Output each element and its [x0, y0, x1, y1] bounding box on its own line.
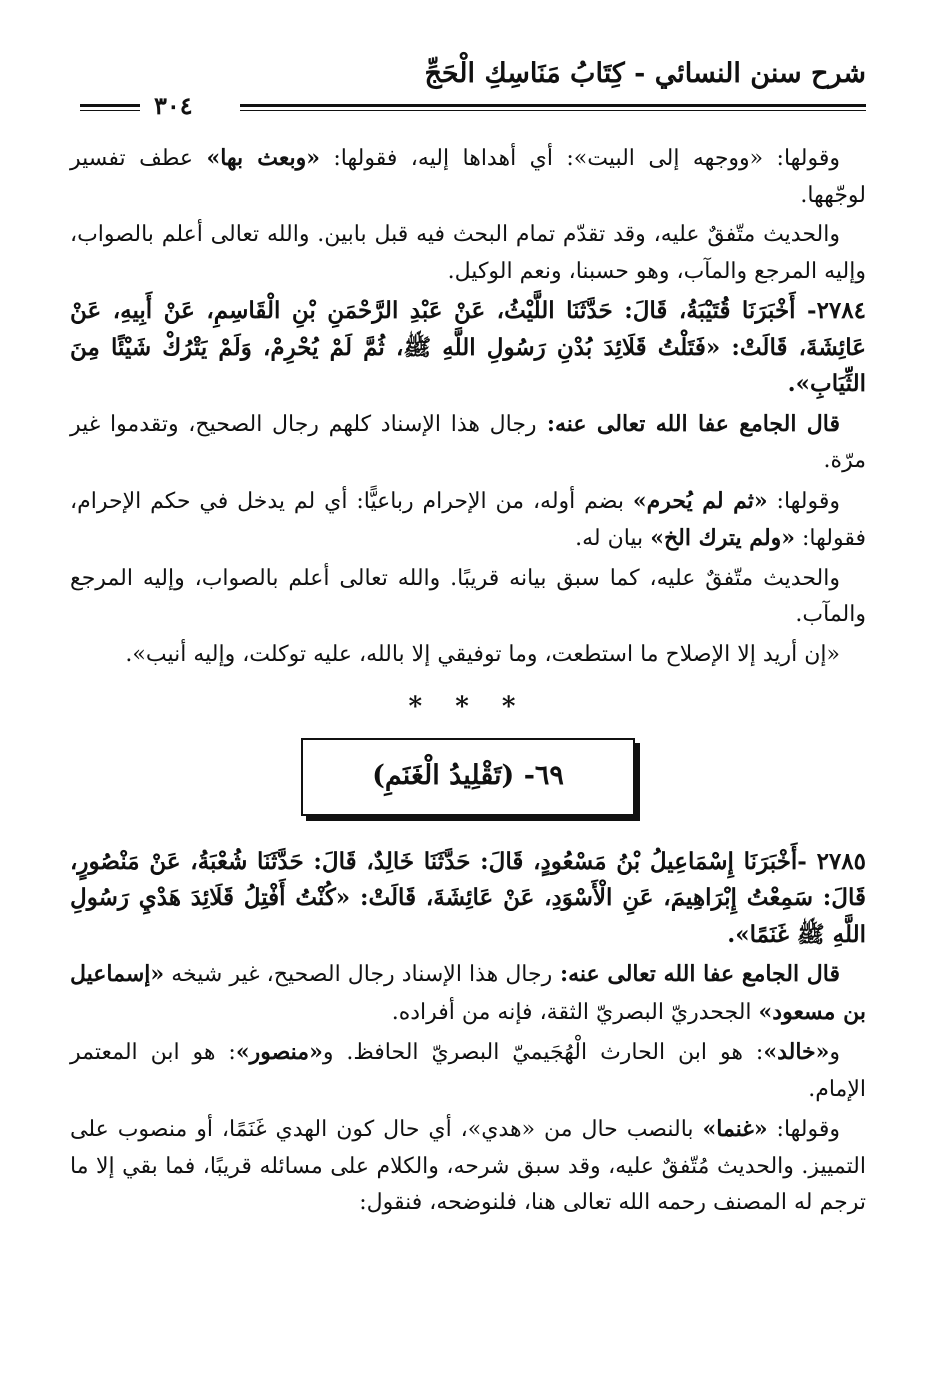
- text-run: رجال هذا الإسناد رجال الصحيح، غير شيخه: [164, 962, 553, 987]
- text-run: بيان له.: [575, 526, 651, 551]
- text-run: و: [829, 1040, 840, 1065]
- header-rule-left: [80, 104, 140, 107]
- paragraph: [70, 1034, 866, 1108]
- section-separator: * * *: [408, 692, 528, 722]
- text-run: بضم أوله، من الإحرام رباعيًّا: أي لم يدخل في حكم الإحرام، فقولها:: [70, 488, 866, 551]
- text-run: بالنصب حال من «هدي»، أي حال كون الهدي غَنَمًا، أو منصوب على التمييز. والحديث مُتّفقٌ عليه، وقد سبق شرحه، والكلام على مسائله قريبًا، فما بقي إلا ما ترجم له المصنف رحمه الله تعالى هنا، فلنوضحه، فنقول:: [70, 1117, 866, 1215]
- text-run: وقولها: «ووجهه إلى البيت»: أي أهداها إليه، فقولها:: [319, 146, 841, 171]
- text-run: والحديث متّفقٌ عليه، كما سبق بيانه قريبًا. والله تعالى أعلم بالصواب، وإليه المرجع والمآب.: [70, 565, 866, 627]
- paragraph: [70, 140, 866, 214]
- text-run: والحديث متّفقٌ عليه، وقد تقدّم تمام البحث فيه قبل بابين. والله تعالى أعلم بالصواب، وإليه المرجع والمآب، وهو حسبنا، ونعم الوكيل.: [70, 222, 866, 284]
- text-run: وقولها:: [767, 1117, 840, 1142]
- author-remark-label: قال الجامع عفا الله تعالى عنه:: [552, 961, 841, 987]
- text-run: : هو ابن الحارث الْهُجَيميّ البصريّ الحافظ. و: [322, 1040, 764, 1065]
- paragraph: [70, 406, 866, 480]
- quoted-term: «وبعث بها»: [206, 145, 320, 171]
- chapter-title-box: [301, 738, 635, 816]
- quoted-term: «منصور»: [235, 1039, 323, 1065]
- paragraph: [70, 561, 866, 634]
- quoted-term: «ثم لم يُحرم»: [632, 487, 768, 514]
- header-rule-left-thin: [80, 110, 140, 111]
- text-run: الجحدريّ البصريّ الثقة، فإنه من أفراده.: [391, 999, 759, 1025]
- paragraph: [70, 637, 866, 674]
- quoted-term: «خالد»: [763, 1039, 830, 1065]
- hadith-2784: ٢٧٨٤- أَخْبَرَنَا قُتَيْبَةُ، قَالَ: حَدَّثَنَا اللَّيْثُ، عَنْ عَبْدِ الرَّحْمَنِ بْنِ الْقَاسِمِ، عَنْ أَبِيهِ، عَنْ عَائِشَةَ، قَالَتْ: «فَتَلْتُ قَلَائِدَ بُدْنِ رَسُولِ اللَّهِ ﷺ، ثُمَّ لَمْ يُحْرِمْ، وَلَمْ يَتْرُكْ شَيْئًا مِنَ الثِّيَابِ».: [70, 297, 866, 397]
- text-run: : هو ابن المعتمر الإمام.: [70, 1040, 866, 1102]
- header-rule-thin: [240, 110, 866, 111]
- paragraph: [70, 956, 866, 1031]
- header-rule: [240, 104, 866, 107]
- text-run: رجال هذا الإسناد كلهم رجال الصحيح، وتقدموا غير مرّة.: [70, 411, 866, 473]
- page-number: ٣٠٤: [146, 92, 201, 120]
- author-remark-label: قال الجامع عفا الله تعالى عنه:: [536, 410, 840, 437]
- text-run: عطف تفسير لوجّهها.: [70, 146, 866, 208]
- paragraph: [70, 483, 866, 558]
- quoted-term: «إسماعيل بن مسعود»: [70, 961, 866, 1025]
- paragraph: [70, 1111, 866, 1222]
- running-title: شرح سنن النسائي - كِتَابُ مَنَاسِكِ الْحَجِّ: [424, 58, 866, 89]
- page-header: [70, 50, 866, 120]
- text-run: وقولها:: [767, 488, 840, 514]
- hadith-2785: ٢٧٨٥ -أَخْبَرَنَا إِسْمَاعِيلُ بْنُ مَسْعُودٍ، قَالَ: حَدَّثَنَا خَالِدٌ، قَالَ: حَدَّثَنَا شُعْبَةُ، عَنْ مَنْصُورٍ، قَالَ: سَمِعْتُ إِبْرَاهِيمَ، عَنِ الْأَسْوَدِ، عَنْ عَائِشَةَ، قَالَتْ: «كُنْتُ أَفْتِلُ قَلَائِدَ هَدْيِ رَسُولِ اللَّهِ ﷺ غَنَمًا».: [70, 847, 866, 948]
- page-body: [70, 140, 866, 1225]
- quoted-term: «غنما»: [702, 1116, 768, 1142]
- quoted-term: «ولم يترك الخ»: [650, 525, 796, 551]
- paragraph: [70, 217, 866, 290]
- chapter-title: ٦٩- (تَقْلِيدُ الْغَنَمِ): [372, 760, 564, 792]
- text-run: «إن أريد إلا الإصلاح ما استطعت، وما توفيقي إلا بالله، عليه توكلت، وإليه أنيب».: [125, 641, 840, 667]
